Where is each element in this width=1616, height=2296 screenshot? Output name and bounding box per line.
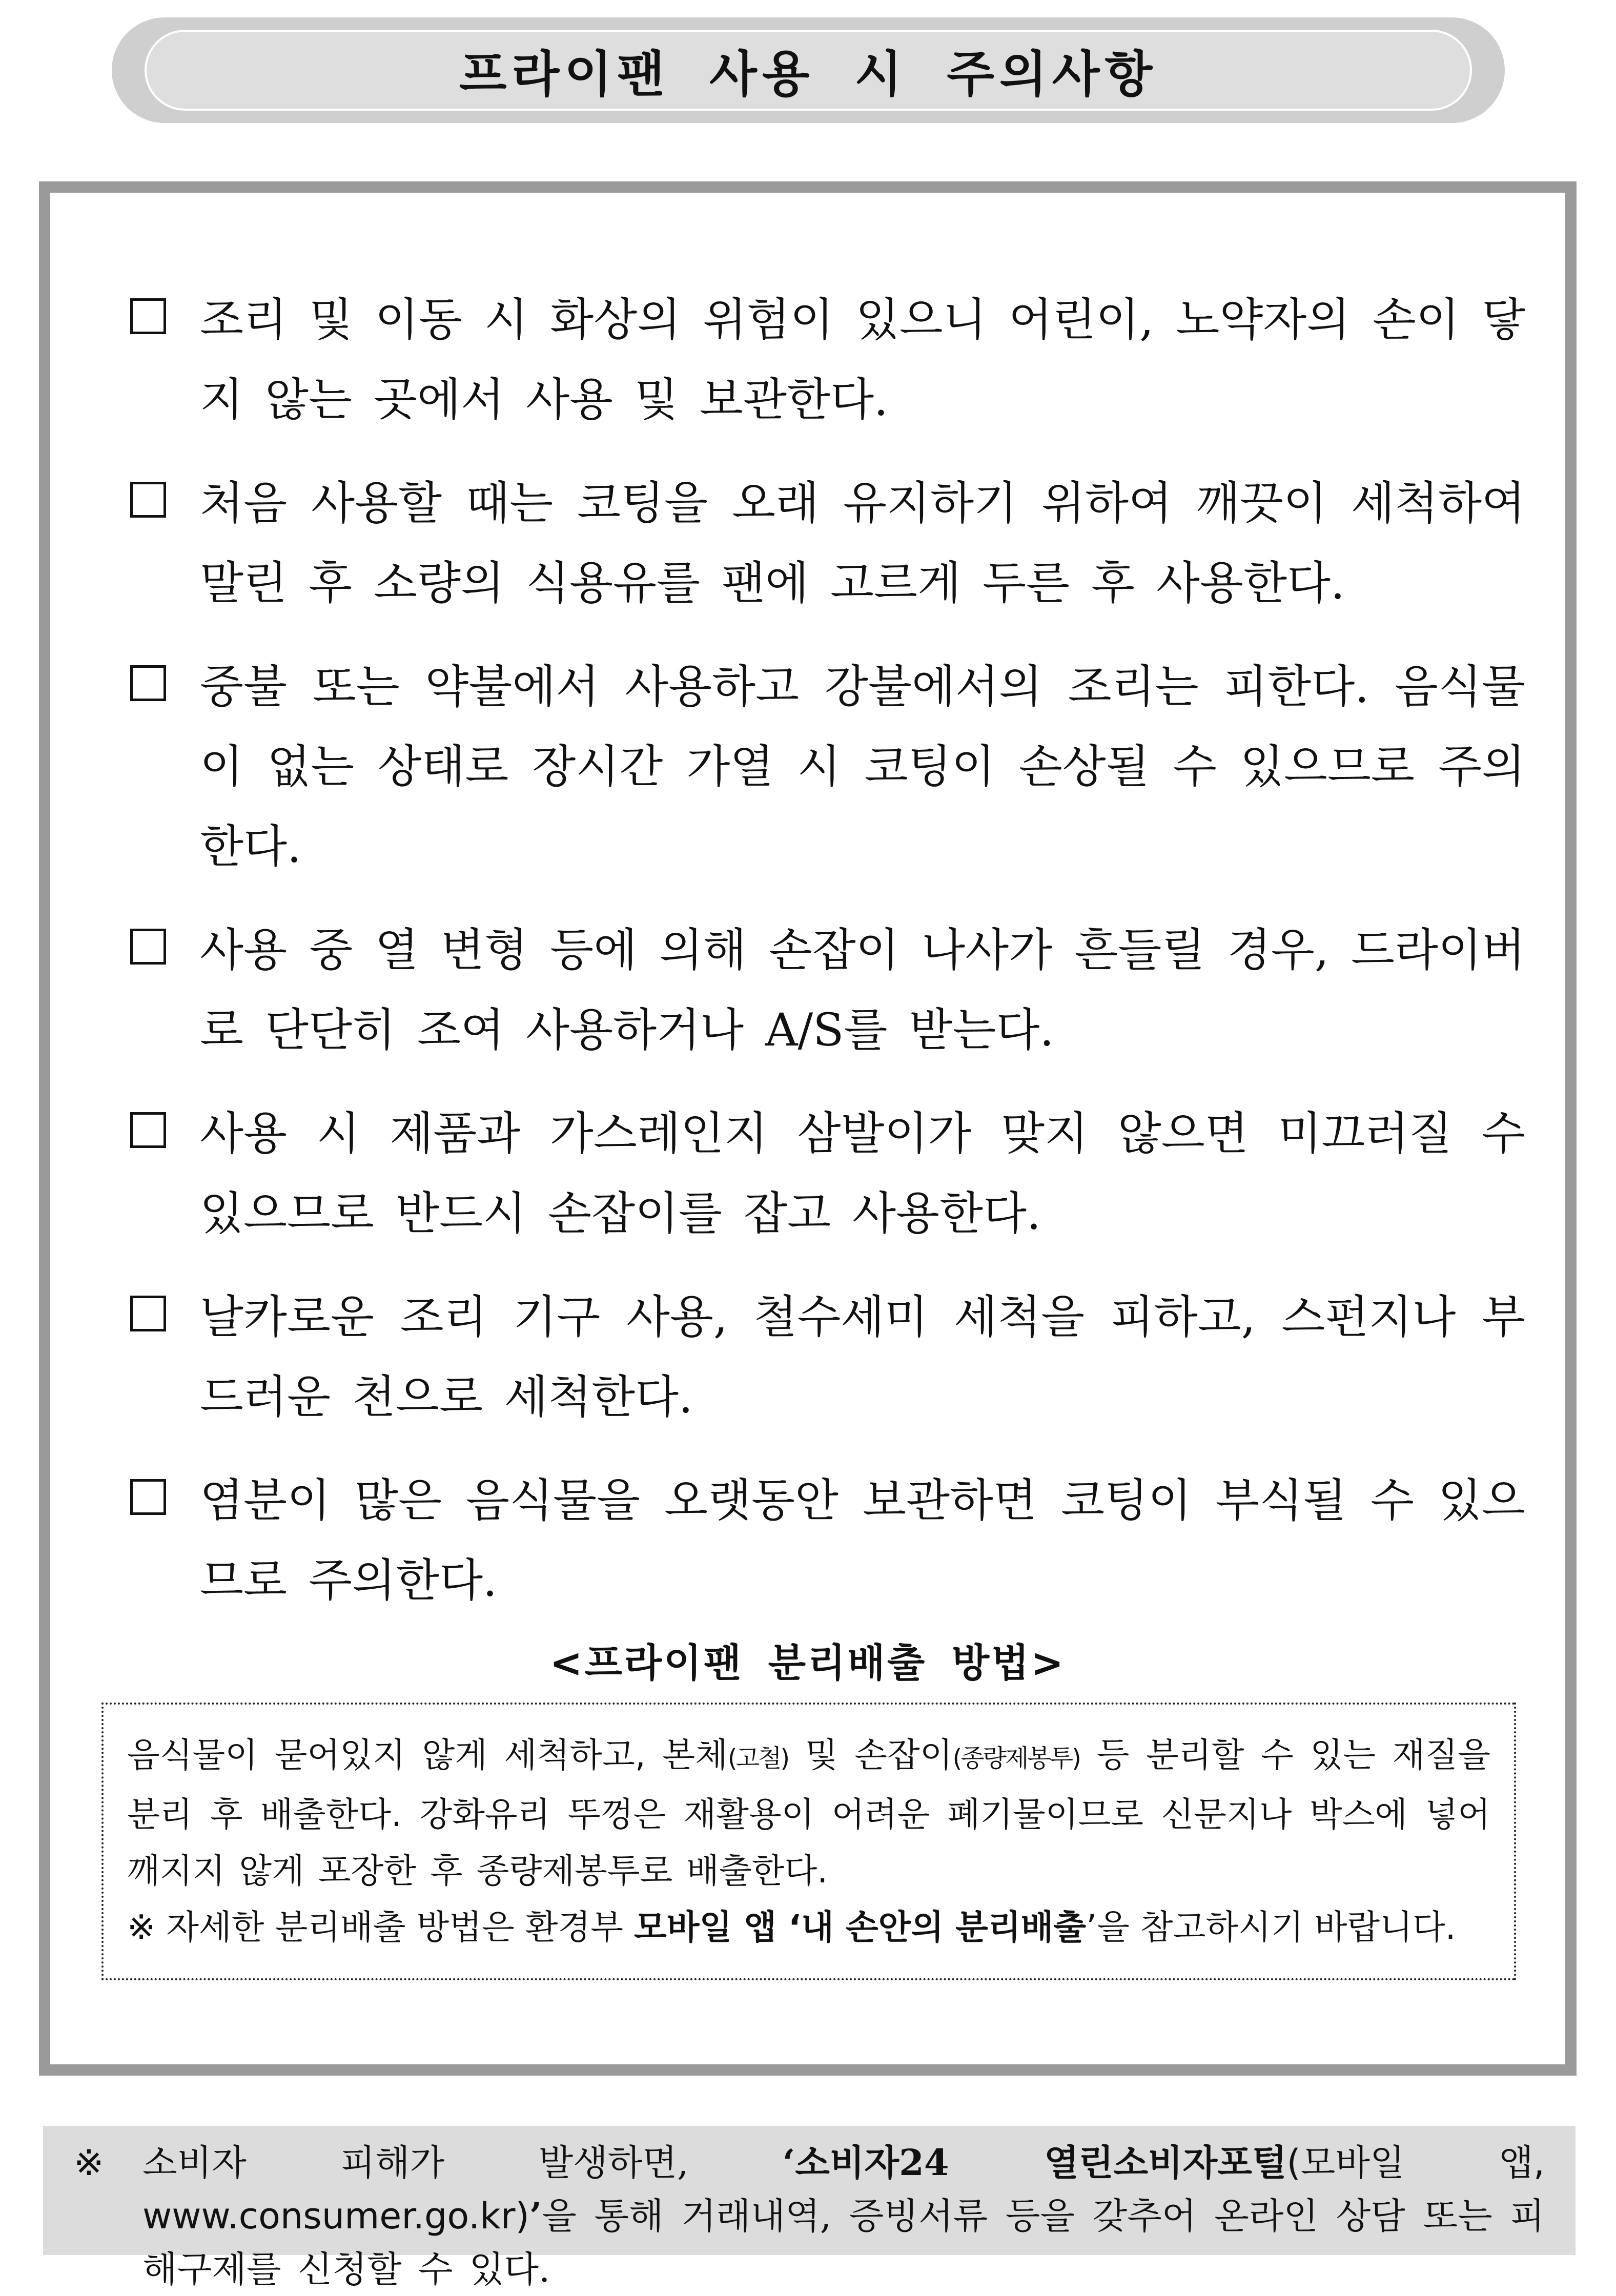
reference-mark-icon: ※ (127, 1908, 156, 1947)
checkbox-icon (130, 1112, 166, 1148)
title-banner-inner (145, 30, 1472, 111)
consumer-note-text (74, 2136, 1545, 2296)
caution-item (130, 463, 1525, 623)
body-material-label: (고철) (727, 1744, 789, 1773)
checkbox-icon (130, 1296, 166, 1331)
disposal-heading: <프라이팬 분리배출 방법> (549, 1640, 1066, 1686)
caution-list (130, 280, 1525, 1644)
title-banner (112, 17, 1505, 123)
disposal-note-text-b: ’을 참고하시기 바랍니다. (1086, 1908, 1456, 1947)
checkbox-icon (130, 298, 166, 334)
consumer-portal-url: (모바일 앱, www.consumer.go.kr) (142, 2142, 1545, 2237)
checkbox-icon (130, 929, 166, 965)
page-title: 프라이팬 사용 시 주의사항 (459, 45, 1158, 103)
disposal-box (101, 1703, 1516, 1980)
caution-text: 염분이 많은 음식물을 오랫동안 보관하면 코팅이 부식될 수 있으므로 주의한다. (200, 1474, 1525, 1607)
caution-item (130, 280, 1525, 440)
caution-item (130, 1277, 1525, 1437)
reference-mark-icon: ※ (74, 2142, 104, 2184)
disposal-text-a: 음식물이 묻어있지 않게 세척하고, 본체 (127, 1735, 728, 1775)
disposal-text-b: 및 손잡이 (788, 1735, 953, 1775)
caution-item (130, 1461, 1525, 1621)
caution-item (130, 647, 1525, 887)
caution-text: 사용 중 열 변형 등에 의해 손잡이 나사가 흔들릴 경우, 드라이버로 단단히 조여 사용하거나 A/S를 받는다. (200, 924, 1525, 1056)
handle-material-label: (종량제봉투) (952, 1744, 1080, 1773)
caution-frame (39, 181, 1577, 2076)
consumer-text-b: 을 통해 거래내역, 증빙서류 등을 갖추어 온라인 상담 또는 피해구제를 신청할 수 있다. (142, 2195, 1545, 2290)
caution-text: 조리 및 이동 시 화상의 위험이 있으니 어린이, 노약자의 손이 닿지 않는 곳에서 사용 및 보관한다. (200, 293, 1525, 426)
consumer-portal-name: ‘소비자24 열린소비자포털 (782, 2141, 1287, 2184)
caution-text: 사용 시 제품과 가스레인지 삼발이가 맞지 않으면 미끄러질 수 있으므로 반드시 손잡이를 잡고 사용한다. (200, 1107, 1525, 1240)
consumer-note (43, 2126, 1576, 2290)
caution-text: 처음 사용할 때는 코팅을 오래 유지하기 위하여 깨끗이 세척하여 말린 후 소량의 식용유를 팬에 고르게 두른 후 사용한다. (200, 477, 1525, 609)
disposal-note (127, 1899, 1490, 1956)
caution-item (130, 910, 1525, 1070)
consumer-text-a: 소비자 피해가 발생하면, (142, 2142, 783, 2184)
checkbox-icon (130, 482, 166, 518)
caution-item (130, 1094, 1525, 1254)
disposal-text-c: 등 분리할 수 있는 재질을 분리 후 배출한다. 강화유리 뚜껑은 재활용이 어려운 폐기물이므로 신문지나 박스에 넣어 깨지지 않게 포장한 후 종량제봉투로 배출한다. (127, 1735, 1490, 1891)
checkbox-icon (130, 1479, 166, 1515)
disposal-note-text-a: 자세한 분리배출 방법은 환경부 (155, 1908, 635, 1947)
caution-text: 중불 또는 약불에서 사용하고 강불에서의 조리는 피한다. 음식물이 없는 상태로 장시간 가열 시 코팅이 손상될 수 있으므로 주의한다. (200, 660, 1525, 873)
consumer-portal-quote-end: ’ (529, 2195, 542, 2237)
disposal-note-app-name: 모바일 앱 ‘내 손안의 분리배출 (634, 1908, 1087, 1947)
caution-text: 날카로운 조리 기구 사용, 철수세미 세척을 피하고, 스펀지나 부드러운 천으로 세척한다. (200, 1290, 1525, 1423)
disposal-instructions (127, 1727, 1490, 1899)
checkbox-icon (130, 665, 166, 701)
